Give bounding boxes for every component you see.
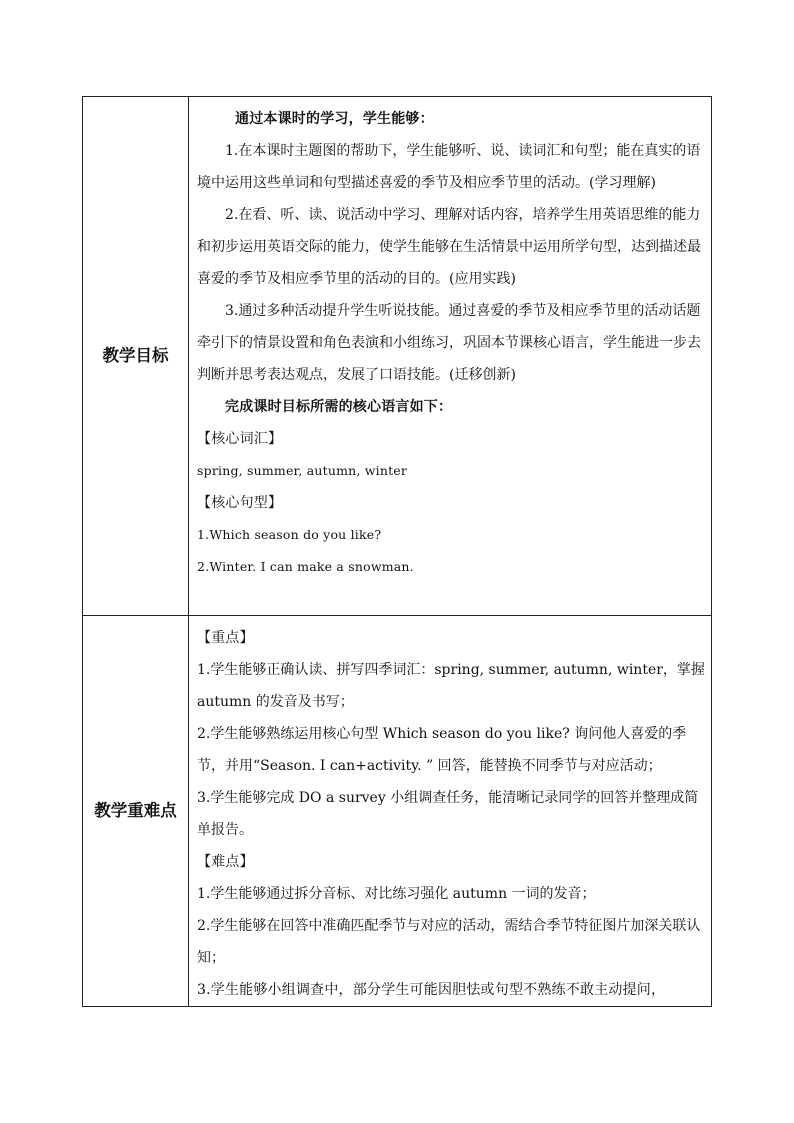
focus-heading: 【重点】	[197, 630, 254, 646]
goal-item-2: 2.在看、听、读、说活动中学习、理解对话内容，培养学生用英语思维的能力和初步运用英语交际的能力，使学生能够在生活情景中运用所学句型，达到描述最喜爱的季节及相应季节里的活动的目的。(应用实践)	[197, 207, 701, 287]
focus-item-3: 3.学生能够完成 DO a survey 小组调查任务，能清晰记录同学的回答并整理成简单报告。	[197, 790, 699, 838]
teaching-goals-label: 教学目标	[83, 97, 189, 616]
focus-item-2: 2.学生能够熟练运用核心句型 Which season do you like? 询问他人喜爱的季节，并用“Season. I can+activity. ” 回答，能替换不同季节与对应活动；	[197, 726, 687, 774]
goals-intro: 通过本课时的学习，学生能够：	[235, 111, 434, 127]
lesson-plan-table	[82, 96, 712, 1007]
difficulty-heading: 【难点】	[197, 854, 254, 870]
vocab-list: spring, summer, autumn, winter	[197, 463, 408, 478]
key-points-label: 教学重难点	[83, 616, 189, 1007]
sentence-1: 1.Which season do you like?	[197, 527, 382, 542]
key-points-content	[189, 616, 712, 1007]
difficulty-item-2: 2.学生能够在回答中准确匹配季节与对应的活动，需结合季节特征图片加深关联认知；	[197, 918, 701, 966]
teaching-goals-content	[189, 97, 712, 616]
focus-item-1: 1.学生能够正确认读、拼写四季词汇：spring, summer, autumn, winter，掌握 autumn 的发音及书写；	[197, 662, 705, 710]
goal-item-1: 1.在本课时主题图的帮助下，学生能够听、说、读词汇和句型；能在真实的语境中运用这些单词和句型描述喜爱的季节及相应季节里的活动。(学习理解)	[197, 143, 701, 191]
vocab-heading: 【核心词汇】	[197, 431, 283, 447]
key-points-row	[83, 616, 712, 1007]
teaching-goals-row	[83, 97, 712, 616]
sentence-2: 2.Winter. I can make a snowman.	[197, 559, 414, 574]
difficulty-item-3: 3.学生能够小组调查中，部分学生可能因胆怯或句型不熟练不敢主动提问，	[197, 982, 666, 998]
sentence-heading: 【核心句型】	[197, 495, 283, 511]
difficulty-item-1: 1.学生能够通过拆分音标、对比练习强化 autumn 一词的发音；	[197, 886, 596, 902]
core-language-intro: 完成课时目标所需的核心语言如下：	[225, 399, 453, 415]
goal-item-3: 3.通过多种活动提升学生听说技能。通过喜爱的季节及相应季节里的活动话题牵引下的情景设置和角色表演和小组练习，巩固本节课核心语言，学生能进一步去判断并思考表达观点，发展了口语技能。(迁移创新)	[197, 303, 701, 383]
